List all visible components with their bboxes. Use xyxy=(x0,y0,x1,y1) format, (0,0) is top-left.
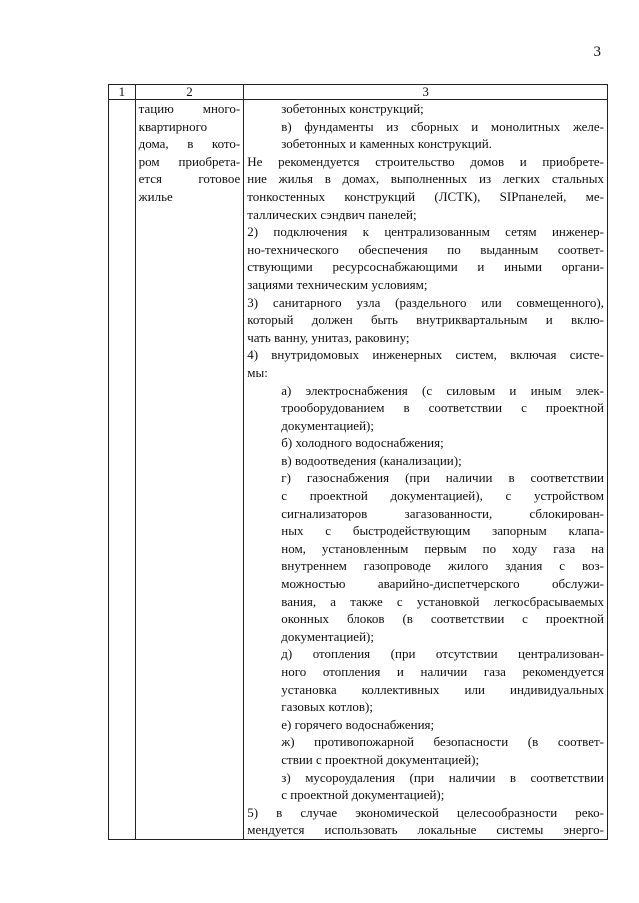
col3-line: который должен быть внутриквартальным и вклю- xyxy=(247,312,604,328)
col3-line: тонкостенных конструкций (ЛСТК), SIPпанелей, ме- xyxy=(247,188,604,204)
col2-line: тацию много- xyxy=(138,101,241,116)
col3-line: таллических сэндвич панелей; xyxy=(247,206,417,222)
page-number: 3 xyxy=(593,44,601,60)
table-header-row xyxy=(109,85,608,100)
col3-line: зациями техническим условиям; xyxy=(247,276,428,292)
cell-col-1 xyxy=(109,100,136,840)
table-row xyxy=(109,100,608,840)
col3-line: оконных блоков (в соответствии с проектной xyxy=(281,611,604,627)
col3-line: документацией); xyxy=(281,417,374,433)
col3-line: ж) противопожарной безопасности (в соответ- xyxy=(281,734,604,750)
col3-line: документацией); xyxy=(281,628,374,644)
col3-line: с проектной документацией), с устройством xyxy=(281,488,604,504)
col3-line: установка коллективных или индивидуальных xyxy=(281,681,604,697)
col3-line: 5) в случае экономической целесообразности реко- xyxy=(247,804,604,820)
col2-line: ется готовое xyxy=(138,171,241,187)
col2-line: жилье xyxy=(138,188,173,204)
col3-line: внутреннем газопроводе жилого здания с воз- xyxy=(281,558,604,574)
requirements-table xyxy=(108,84,608,840)
col3-line: д) отопления (при отсутствии централизован- xyxy=(281,646,604,662)
col2-line: ром приобрета- xyxy=(138,153,241,169)
col3-line: ствии с проектной документацией); xyxy=(281,751,480,767)
col2-line: дома, в кото- xyxy=(138,136,241,152)
col3-line: з) мусороудаления (при наличии в соответствии xyxy=(281,769,604,785)
col3-line: а) электроснабжения (с силовым и иным элек- xyxy=(281,382,604,398)
col3-line: б) холодного водоснабжения; xyxy=(281,435,444,451)
col3-line: 3) санитарного узла (раздельного или совмещенного), xyxy=(247,294,604,310)
col3-line: в) водоотведения (канализации); xyxy=(281,452,462,468)
col3-line: чать ванну, унитаз, раковину; xyxy=(247,329,410,345)
col3-line: трооборудованием в соответствии с проектной xyxy=(281,400,604,416)
col3-line: газовых котлов); xyxy=(281,699,373,715)
col3-line: мы: xyxy=(247,364,268,380)
col3-line: с проектной документацией); xyxy=(281,787,445,803)
col3-line: но-технического обеспечения по выданным соответ- xyxy=(247,241,604,257)
col3-line: ных с быстродействующим запорным клапа- xyxy=(281,523,604,539)
col3-line: е) горячего водоснабжения; xyxy=(281,716,435,732)
col3-line: Не рекомендуется строительство домов и приобрете- xyxy=(247,153,604,169)
col3-line: 2) подключения к централизованным сетям инженер- xyxy=(247,224,604,240)
col3-line: ние жилья в домах, выполненных из легких стальных xyxy=(247,171,604,187)
col3-line: зобетонных и каменных конструкций. xyxy=(281,136,492,152)
col3-line: ном, установленным первым по ходу газа на xyxy=(281,540,604,556)
col3-line: ствующими ресурсоснабжающими и иными органи- xyxy=(247,259,604,275)
col3-line: 4) внутридомовых инженерных систем, включая систе- xyxy=(247,347,604,363)
col3-line: зобетонных конструкций; xyxy=(281,101,424,116)
header-col-2: 2 xyxy=(135,85,244,100)
col3-line: г) газоснабжения (при наличии в соответствии xyxy=(281,470,604,486)
header-col-1: 1 xyxy=(109,85,136,100)
col2-line: квартирного xyxy=(138,118,208,134)
col3-line: ного отопления и наличии газа рекомендуется xyxy=(281,664,604,679)
col3-line: в) фундаменты из сборных и монолитных желе- xyxy=(281,118,604,134)
col3-line: сигнализаторов загазованности, сблокирован- xyxy=(281,505,604,521)
col3-line: вания, а также с установкой легкосбрасываемых xyxy=(281,593,604,609)
col3-line: мендуется использовать локальные системы энерго- xyxy=(247,822,604,838)
col3-line: можностью аварийно-диспетчерского обслужи- xyxy=(281,576,604,592)
header-col-3: 3 xyxy=(244,85,608,100)
cell-col-3 xyxy=(244,100,608,840)
cell-col-2 xyxy=(135,100,244,840)
